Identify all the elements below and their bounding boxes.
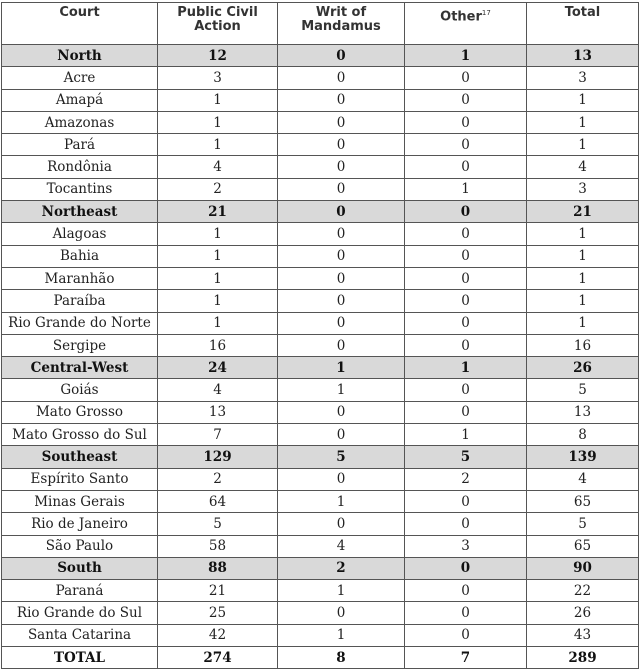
writ-of-mandamus-cell: 1	[278, 379, 405, 401]
writ-of-mandamus-cell: 0	[278, 201, 405, 223]
other-cell: 3	[405, 535, 527, 557]
total-cell: 65	[527, 490, 639, 512]
total-cell: 1	[527, 223, 639, 245]
other-cell: 0	[405, 312, 527, 334]
total-cell: 1	[527, 267, 639, 289]
court-cell: Maranhão	[2, 267, 158, 289]
writ-of-mandamus-cell: 0	[278, 267, 405, 289]
table-row	[2, 580, 639, 602]
total-cell: 5	[527, 513, 639, 535]
region-row	[2, 557, 639, 579]
other-cell: 0	[405, 245, 527, 267]
column-header-public-civil-action: Public Civil Action	[158, 3, 278, 45]
total-cell: 22	[527, 580, 639, 602]
public-civil-action-cell: 7	[158, 424, 278, 446]
writ-of-mandamus-cell: 8	[278, 647, 405, 669]
table-row	[2, 468, 639, 490]
public-civil-action-cell: 5	[158, 513, 278, 535]
total-cell: 289	[527, 647, 639, 669]
column-header-other	[405, 3, 527, 45]
writ-of-mandamus-cell: 0	[278, 223, 405, 245]
table-row	[2, 312, 639, 334]
public-civil-action-cell: 12	[158, 45, 278, 67]
public-civil-action-cell: 2	[158, 178, 278, 200]
table-row	[2, 267, 639, 289]
court-cell: Pará	[2, 134, 158, 156]
other-cell: 0	[405, 134, 527, 156]
other-cell: 0	[405, 111, 527, 133]
total-cell: 3	[527, 67, 639, 89]
table-row	[2, 535, 639, 557]
total-cell: 1	[527, 111, 639, 133]
court-cell: Paraíba	[2, 290, 158, 312]
court-cell: Alagoas	[2, 223, 158, 245]
public-civil-action-cell: 1	[158, 312, 278, 334]
total-cell: 1	[527, 290, 639, 312]
public-civil-action-cell: 64	[158, 490, 278, 512]
public-civil-action-cell: 42	[158, 624, 278, 646]
total-cell: 139	[527, 446, 639, 468]
court-cell: Rio de Janeiro	[2, 513, 158, 535]
other-cell: 1	[405, 45, 527, 67]
court-cell: Paraná	[2, 580, 158, 602]
court-cell: Southeast	[2, 446, 158, 468]
public-civil-action-cell: 1	[158, 111, 278, 133]
total-cell: 8	[527, 424, 639, 446]
public-civil-action-cell: 129	[158, 446, 278, 468]
public-civil-action-cell: 58	[158, 535, 278, 557]
court-cell: Mato Grosso do Sul	[2, 424, 158, 446]
other-cell: 5	[405, 446, 527, 468]
public-civil-action-cell: 3	[158, 67, 278, 89]
writ-of-mandamus-cell: 0	[278, 424, 405, 446]
writ-of-mandamus-cell: 1	[278, 624, 405, 646]
court-cell: Amapá	[2, 89, 158, 111]
public-civil-action-cell: 4	[158, 156, 278, 178]
public-civil-action-cell: 24	[158, 357, 278, 379]
total-cell: 1	[527, 245, 639, 267]
total-cell: 90	[527, 557, 639, 579]
court-cell: Rio Grande do Sul	[2, 602, 158, 624]
writ-of-mandamus-cell: 0	[278, 178, 405, 200]
writ-of-mandamus-cell: 0	[278, 156, 405, 178]
region-row	[2, 201, 639, 223]
other-cell: 0	[405, 201, 527, 223]
table-row	[2, 490, 639, 512]
column-header-court: Court	[2, 3, 158, 45]
footnote-marker: 17	[481, 9, 491, 17]
region-row	[2, 357, 639, 379]
total-cell: 21	[527, 201, 639, 223]
table-row	[2, 401, 639, 423]
court-cell: São Paulo	[2, 535, 158, 557]
public-civil-action-cell: 1	[158, 245, 278, 267]
court-cell: Espírito Santo	[2, 468, 158, 490]
public-civil-action-cell: 1	[158, 134, 278, 156]
table-row	[2, 379, 639, 401]
total-cell: 4	[527, 468, 639, 490]
column-header-other-label: Other	[440, 9, 482, 25]
court-cell: North	[2, 45, 158, 67]
other-cell: 0	[405, 156, 527, 178]
table-row	[2, 513, 639, 535]
court-cell: Minas Gerais	[2, 490, 158, 512]
table-row	[2, 602, 639, 624]
court-cell: TOTAL	[2, 647, 158, 669]
public-civil-action-cell: 2	[158, 468, 278, 490]
other-cell: 1	[405, 178, 527, 200]
total-cell: 3	[527, 178, 639, 200]
court-cell: Santa Catarina	[2, 624, 158, 646]
other-cell: 0	[405, 557, 527, 579]
public-civil-action-cell: 1	[158, 223, 278, 245]
total-cell: 1	[527, 312, 639, 334]
other-cell: 0	[405, 290, 527, 312]
other-cell: 0	[405, 67, 527, 89]
writ-of-mandamus-cell: 0	[278, 89, 405, 111]
writ-of-mandamus-cell: 1	[278, 490, 405, 512]
table-row	[2, 424, 639, 446]
court-cell: Tocantins	[2, 178, 158, 200]
other-cell: 0	[405, 223, 527, 245]
total-cell: 26	[527, 357, 639, 379]
total-cell: 4	[527, 156, 639, 178]
other-cell: 1	[405, 357, 527, 379]
table-row	[2, 290, 639, 312]
writ-of-mandamus-cell: 0	[278, 45, 405, 67]
other-cell: 0	[405, 624, 527, 646]
writ-of-mandamus-cell: 0	[278, 134, 405, 156]
public-civil-action-cell: 274	[158, 647, 278, 669]
writ-of-mandamus-cell: 0	[278, 312, 405, 334]
writ-of-mandamus-cell: 0	[278, 67, 405, 89]
public-civil-action-cell: 1	[158, 290, 278, 312]
cases-table-container	[1, 2, 639, 669]
total-cell: 1	[527, 89, 639, 111]
public-civil-action-cell: 16	[158, 334, 278, 356]
court-cell: Acre	[2, 67, 158, 89]
writ-of-mandamus-cell: 1	[278, 580, 405, 602]
column-header-total: Total	[527, 3, 639, 45]
court-cell: Sergipe	[2, 334, 158, 356]
public-civil-action-cell: 88	[158, 557, 278, 579]
court-cell: South	[2, 557, 158, 579]
total-cell: 26	[527, 602, 639, 624]
writ-of-mandamus-cell: 0	[278, 513, 405, 535]
grand-total-row	[2, 647, 639, 669]
other-cell: 2	[405, 468, 527, 490]
writ-of-mandamus-cell: 5	[278, 446, 405, 468]
court-cell: Rondônia	[2, 156, 158, 178]
public-civil-action-cell: 13	[158, 401, 278, 423]
table-row	[2, 134, 639, 156]
writ-of-mandamus-cell: 4	[278, 535, 405, 557]
table-row	[2, 111, 639, 133]
public-civil-action-cell: 25	[158, 602, 278, 624]
other-cell: 0	[405, 334, 527, 356]
writ-of-mandamus-cell: 0	[278, 290, 405, 312]
other-cell: 0	[405, 580, 527, 602]
table-row	[2, 334, 639, 356]
total-cell: 43	[527, 624, 639, 646]
public-civil-action-cell: 21	[158, 201, 278, 223]
public-civil-action-cell: 1	[158, 89, 278, 111]
writ-of-mandamus-cell: 0	[278, 401, 405, 423]
other-cell: 0	[405, 602, 527, 624]
other-cell: 0	[405, 267, 527, 289]
total-cell: 16	[527, 334, 639, 356]
table-body	[2, 45, 639, 669]
region-row	[2, 446, 639, 468]
total-cell: 5	[527, 379, 639, 401]
table-row	[2, 223, 639, 245]
writ-of-mandamus-cell: 0	[278, 111, 405, 133]
other-cell: 0	[405, 401, 527, 423]
table-row	[2, 89, 639, 111]
total-cell: 65	[527, 535, 639, 557]
writ-of-mandamus-cell: 0	[278, 334, 405, 356]
other-cell: 0	[405, 379, 527, 401]
other-cell: 7	[405, 647, 527, 669]
cases-by-court-table	[1, 2, 639, 669]
court-cell: Amazonas	[2, 111, 158, 133]
writ-of-mandamus-cell: 2	[278, 557, 405, 579]
public-civil-action-cell: 1	[158, 267, 278, 289]
other-cell: 0	[405, 89, 527, 111]
column-header-writ-of-mandamus: Writ of Mandamus	[278, 3, 405, 45]
other-cell: 0	[405, 513, 527, 535]
region-row	[2, 45, 639, 67]
court-cell: Mato Grosso	[2, 401, 158, 423]
table-header-row	[2, 3, 639, 45]
court-cell: Rio Grande do Norte	[2, 312, 158, 334]
court-cell: Central-West	[2, 357, 158, 379]
writ-of-mandamus-cell: 0	[278, 468, 405, 490]
court-cell: Goiás	[2, 379, 158, 401]
table-row	[2, 67, 639, 89]
table-row	[2, 624, 639, 646]
other-cell: 0	[405, 490, 527, 512]
total-cell: 13	[527, 401, 639, 423]
court-cell: Bahia	[2, 245, 158, 267]
public-civil-action-cell: 21	[158, 580, 278, 602]
other-cell: 1	[405, 424, 527, 446]
table-row	[2, 156, 639, 178]
court-cell: Northeast	[2, 201, 158, 223]
total-cell: 13	[527, 45, 639, 67]
public-civil-action-cell: 4	[158, 379, 278, 401]
writ-of-mandamus-cell: 0	[278, 245, 405, 267]
table-row	[2, 245, 639, 267]
writ-of-mandamus-cell: 1	[278, 357, 405, 379]
table-row	[2, 178, 639, 200]
writ-of-mandamus-cell: 0	[278, 602, 405, 624]
total-cell: 1	[527, 134, 639, 156]
